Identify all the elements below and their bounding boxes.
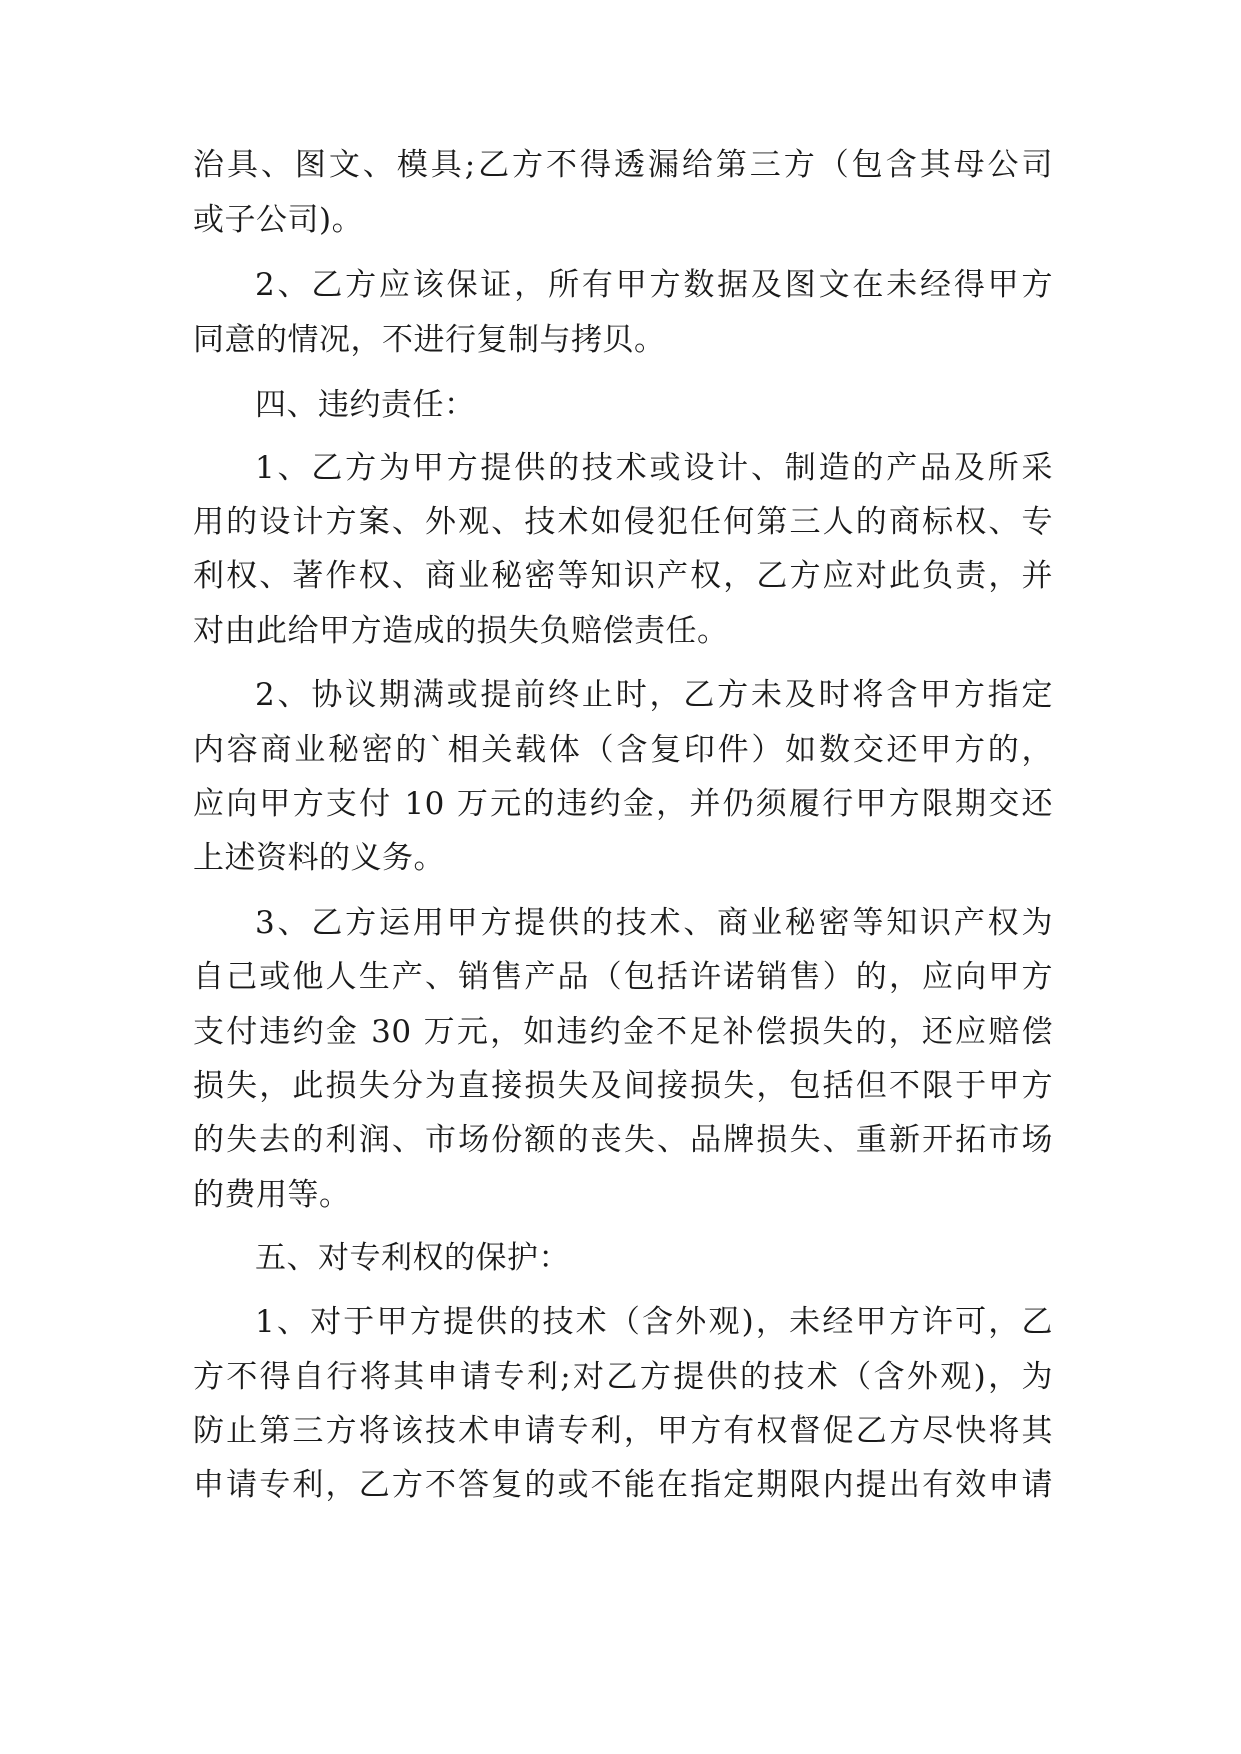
paragraph-first-line: 1、乙方为甲方提供的技术或设计、制造的产品及所采 (255, 450, 1053, 486)
text-line: 应向甲方支付 10 万元的违约金，并仍须履行甲方限期交还 (193, 786, 1053, 822)
text-line: 利权、著作权、商业秘密等知识产权，乙方应对此负责，并 (193, 558, 1053, 594)
paragraph-first-line: 2、协议期满或提前终止时，乙方未及时将含甲方指定 (255, 677, 1053, 713)
text-line: 内容商业秘密的`相关载体（含复印件）如数交还甲方的， (193, 732, 1053, 768)
text-line: 方不得自行将其申请专利;对乙方提供的技术（含外观)，为 (193, 1359, 1053, 1395)
text-line: 防止第三方将该技术申请专利，甲方有权督促乙方尽快将其 (193, 1413, 1053, 1449)
text-line: 或子公司)。 (193, 202, 364, 238)
text-line: 的费用等。 (193, 1177, 351, 1213)
text-line: 用的设计方案、外观、技术如侵犯任何第三人的商标权、专 (193, 504, 1053, 540)
text-line: 损失，此损失分为直接损失及间接损失，包括但不限于甲方 (193, 1068, 1053, 1104)
text-line: 申请专利，乙方不答复的或不能在指定期限内提出有效申请 (193, 1467, 1053, 1503)
text-line: 治具、图文、模具;乙方不得透漏给第三方（包含其母公司 (193, 147, 1053, 183)
text-line: 的失去的利润、市场份额的丧失、品牌损失、重新开拓市场 (193, 1122, 1053, 1158)
paragraph-first-line: 2、乙方应该保证，所有甲方数据及图文在未经得甲方 (255, 267, 1053, 303)
paragraph-first-line: 1、对于甲方提供的技术（含外观)，未经甲方许可，乙 (255, 1304, 1053, 1340)
text-line: 同意的情况，不进行复制与拷贝。 (193, 322, 666, 358)
text-line: 自己或他人生产、销售产品（包括许诺销售）的，应向甲方 (193, 959, 1053, 995)
section-heading: 四、违约责任： (255, 387, 476, 423)
paragraph-first-line: 3、乙方运用甲方提供的技术、商业秘密等知识产权为 (255, 905, 1053, 941)
text-line: 支付违约金 30 万元，如违约金不足补偿损失的，还应赔偿 (193, 1014, 1053, 1050)
text-line: 上述资料的义务。 (193, 840, 445, 876)
section-heading: 五、对专利权的保护： (255, 1240, 570, 1276)
text-line: 对由此给甲方造成的损失负赔偿责任。 (193, 613, 729, 649)
